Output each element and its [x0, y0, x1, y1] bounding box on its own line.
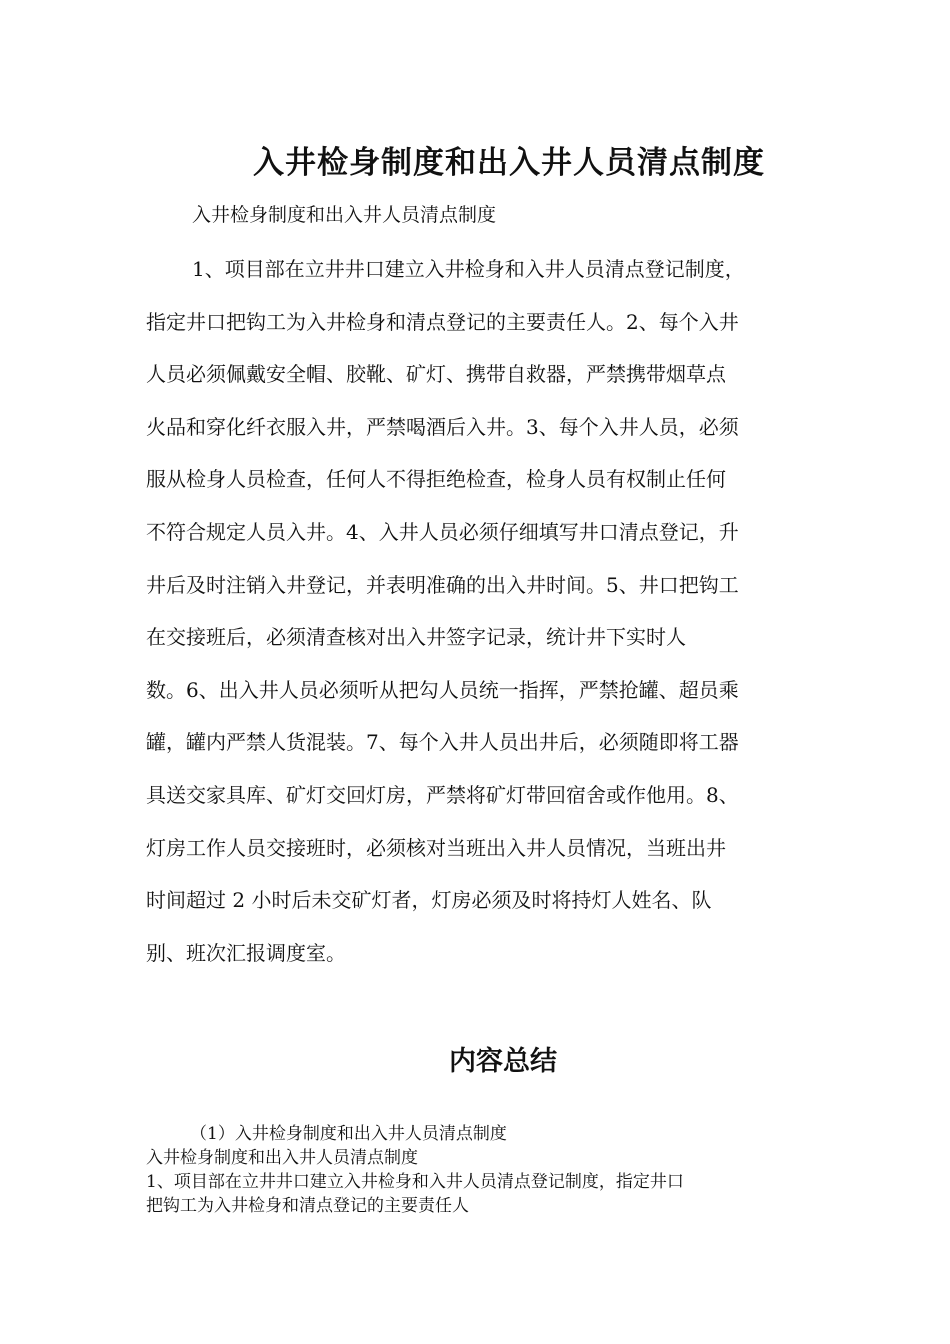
- body-line: 罐，罐内严禁人货混装。7、每个入井人员出井后，必须随即将工器: [146, 730, 739, 755]
- body-line: 指定井口把钩工为入井检身和清点登记的主要责任人。2、每个入井: [146, 309, 739, 334]
- body-line: 灯房工作人员交接班时，必须核对当班出入井人员情况，当班出井: [146, 835, 726, 860]
- summary-heading: 内容总结: [449, 1046, 557, 1078]
- body-line: 在交接班后，必须清查核对出入井签字记录，统计井下实时人: [146, 625, 686, 650]
- summary-line: 把钩工为入井检身和清点登记的主要责任人: [146, 1196, 469, 1216]
- summary-line: （1）入井检身制度和出入井人员清点制度: [190, 1124, 507, 1144]
- body-line: 具送交家具库、矿灯交回灯房，严禁将矿灯带回宿舍或作他用。8、: [146, 782, 739, 807]
- summary-line: 入井检身制度和出入井人员清点制度: [146, 1148, 418, 1168]
- document-body: [146, 250, 816, 986]
- body-line: 1、项目部在立井井口建立入井检身和入井人员清点登记制度，: [192, 257, 745, 281]
- summary-line: 1、项目部在立井井口建立入井检身和入井人员清点登记制度，指定井口: [146, 1172, 684, 1192]
- body-line: 井后及时注销入井登记，并表明准确的出入井时间。5、井口把钩工: [146, 572, 739, 597]
- body-line: 人员必须佩戴安全帽、胶靴、矿灯、携带自救器，严禁携带烟草点: [146, 362, 726, 387]
- body-line: 时间超过 2 小时后未交矿灯者，灯房必须及时将持灯人姓名、队: [146, 888, 712, 913]
- document-subtitle: 入井检身制度和出入井人员清点制度: [192, 204, 497, 226]
- document-title: 入井检身制度和出入井人员清点制度: [253, 144, 765, 181]
- body-line: 不符合规定人员入井。4、入井人员必须仔细填写井口清点登记，升: [146, 519, 739, 544]
- body-line: 数。6、出入井人员必须听从把勾人员统一指挥，严禁抢罐、超员乘: [146, 677, 739, 702]
- body-line: 服从检身人员检查，任何人不得拒绝检查，检身人员有权制止任何: [146, 467, 726, 492]
- body-line: 火品和穿化纤衣服入井，严禁喝酒后入井。3、每个入井人员，必须: [146, 414, 739, 439]
- summary-body: [146, 1122, 826, 1218]
- body-line: 别、班次汇报调度室。: [146, 940, 346, 965]
